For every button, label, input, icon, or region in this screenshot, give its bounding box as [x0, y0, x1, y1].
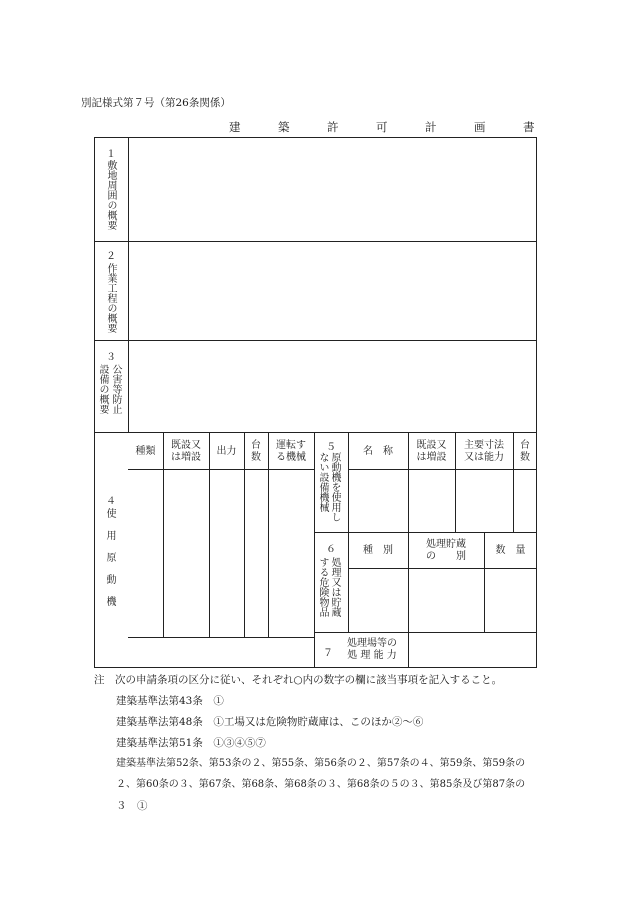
section-3-number: ３ — [106, 352, 116, 363]
motor-col-2 — [209, 432, 210, 637]
motor-header-count-1: 台 — [251, 440, 261, 451]
sec5-header-divider — [348, 469, 537, 470]
section-2-content[interactable] — [129, 242, 536, 339]
sec5-header-existing — [408, 440, 455, 463]
note-line-1: 建築基準法第43条 ① — [116, 695, 224, 707]
section-5-number: ５ — [326, 442, 336, 453]
motor-header-machine — [268, 440, 314, 463]
sec6-header-storage-2: の 別 — [426, 550, 466, 562]
motor-header-output: 出力 — [216, 446, 237, 457]
sec5-header-existing-2: は増設 — [416, 451, 447, 463]
section-7-label-1: 処理場等の — [347, 638, 397, 649]
motor-header-existing — [163, 440, 209, 463]
motor-header-divider — [128, 469, 315, 470]
section-7-label-2: 処 理 能 力 — [347, 649, 397, 661]
page-title: 建 築 許 可 計 画 書 — [229, 120, 548, 134]
section-2-number: ２ — [106, 251, 116, 262]
motor-header-machine-2: る機械 — [276, 451, 306, 463]
section-6-label-col2: する危険物品 — [317, 557, 328, 617]
section-1-number: １ — [106, 149, 116, 160]
motor-header-count-2: 数 — [251, 451, 261, 463]
section-5-label-col2: ない設備機械 — [317, 452, 328, 512]
note-line-3: 建築基準法第51条 ①③④⑤⑦ — [116, 737, 266, 749]
motor-header-machine-1: 運転す — [276, 440, 306, 451]
motor-header-count — [244, 440, 268, 463]
note-line-2: 建築基準法第48条 ①工場又は危険物貯蔵庫は、このほか②～⑥ — [116, 716, 424, 728]
note-line-5: ２、第60条の３、第67条、第68条、第68条の３、第68条の５の３、第85条及び第87条の — [116, 779, 526, 790]
section-1-content[interactable] — [129, 138, 536, 240]
sec6-header-divider — [348, 568, 537, 569]
section-7-label — [338, 638, 406, 661]
sec6-header-storage-1: 処理貯蔵 — [426, 539, 466, 550]
note-line-4: 建築基準法第52条、第53条の２、第55条、第56条の２、第57条の４、第59条、第59条の — [116, 758, 526, 769]
sec5-header-count-2: 数 — [520, 451, 530, 463]
sec5-header-dims — [455, 440, 513, 463]
section-6-number: ６ — [326, 544, 336, 555]
section-4-label: 使用原動機 — [104, 508, 115, 618]
sec5-header-count — [513, 440, 537, 463]
note-lead: 注 次の申請条項の区分に従い、それぞれ○内の数字の欄に該当事項を記入すること。 — [94, 674, 503, 686]
section-5-label-col1: 原動機を使用し — [329, 452, 340, 522]
section-2-label: 作業工程の概要 — [105, 263, 116, 333]
divider-3-4 — [94, 432, 537, 433]
sec5-header-name: 名 称 — [363, 446, 393, 457]
section-3-label-col2: 設備の概要 — [97, 364, 108, 414]
motor-header-existing-2: は増設 — [171, 451, 201, 463]
section-3-label-col1: 公害等防止 — [110, 364, 121, 414]
section-3-content[interactable] — [129, 341, 536, 431]
motor-header-kind: 種類 — [135, 446, 156, 457]
sec5-header-dims-1: 主要寸法 — [464, 440, 504, 451]
sec6-header-kind: 種 別 — [363, 545, 393, 556]
sec6-header-storage — [408, 539, 484, 562]
motor-bottom — [128, 637, 315, 638]
section-6-label-col1: 処理又は貯蔵 — [329, 557, 340, 617]
divider-5-6 — [314, 532, 537, 533]
section-7-number: ７ — [323, 648, 333, 659]
motor-header-existing-1: 既設又 — [171, 440, 201, 451]
sec5-header-count-1: 台 — [520, 440, 530, 451]
sec5-header-dims-2: 又は能力 — [464, 451, 504, 463]
note-line-6: ３ ① — [116, 800, 148, 812]
section-4-number: ４ — [106, 496, 116, 507]
sec5-header-existing-1: 既設又 — [416, 440, 447, 451]
section-1-label: 敷地周囲の概要 — [105, 160, 116, 230]
form-number: 別記様式第７号（第26条関係） — [81, 97, 231, 109]
sec6-header-qty: 数 量 — [495, 545, 526, 556]
section-7-content[interactable] — [409, 633, 536, 667]
